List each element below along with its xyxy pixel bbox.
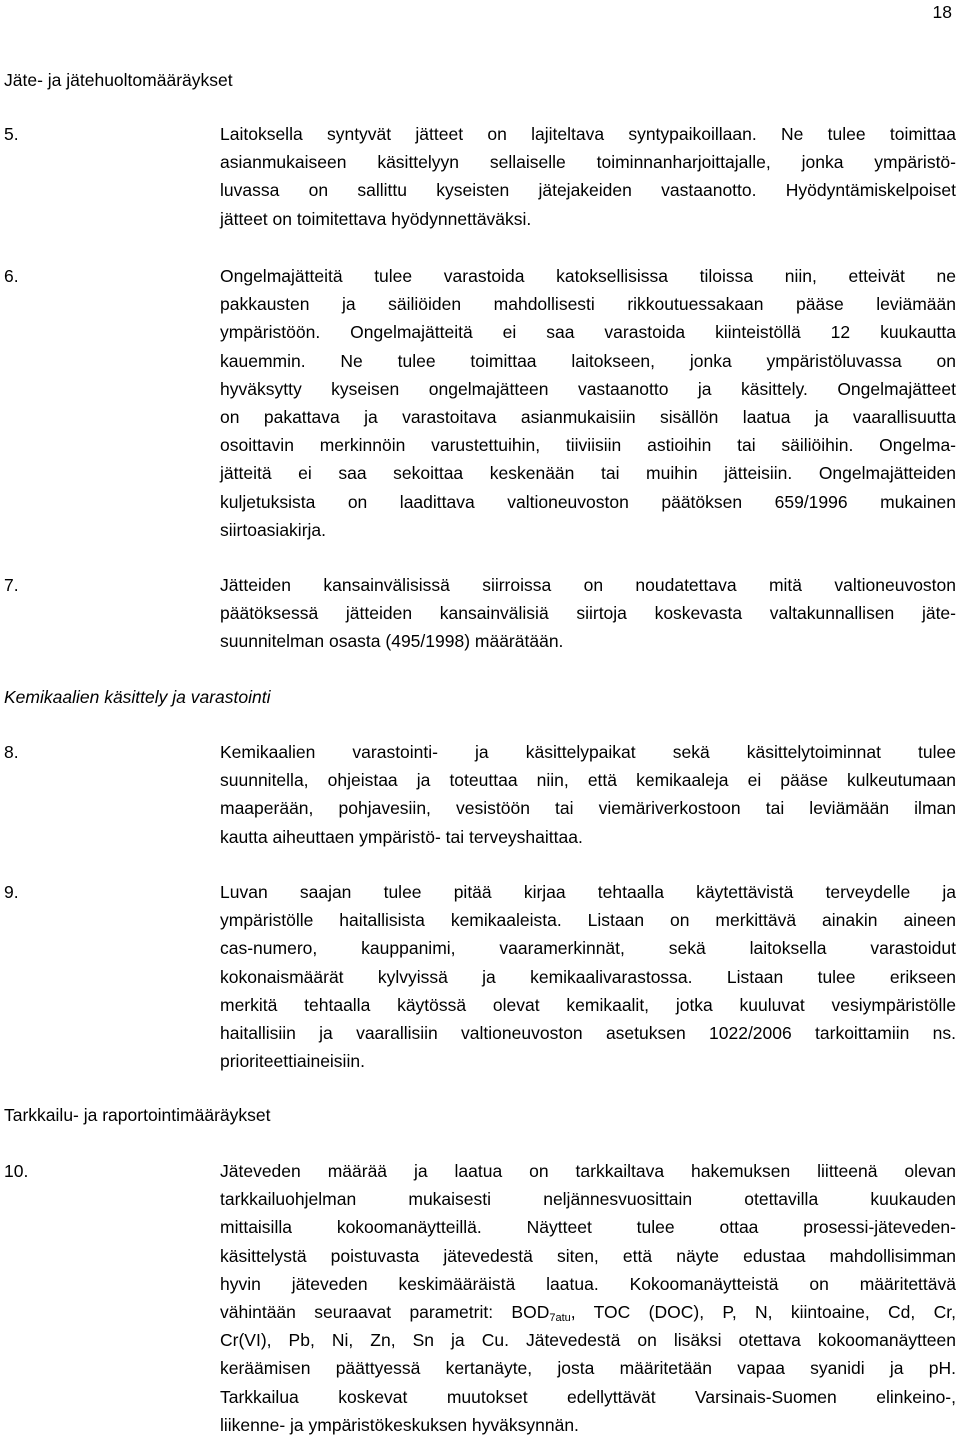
text-line: kuljetuksista on laadittava valtioneuvoston päätöksen 659/1996 mukainen	[220, 491, 956, 512]
item-text	[220, 1157, 956, 1439]
heading-waste-regulations: Jäte- ja jätehuoltomääräykset	[4, 70, 233, 90]
bod-subscript: 7atu	[549, 1312, 571, 1325]
text-line: ympäristöön. Ongelmajätteitä ei saa varastoida kiinteistöllä 12 kuukautta	[220, 322, 956, 343]
text-line: jätteitä ei saa sekoittaa keskenään tai muihin jätteisiin. Ongelmajätteiden	[220, 463, 956, 484]
item-number: 8.	[4, 742, 19, 762]
text-line: mittaisilla kokoomanäytteillä. Näytteet tulee ottaa prosessi-jäteveden-	[220, 1217, 956, 1238]
text-line: käsittelystä poistuvasta jätevedestä siten, että näyte edustaa mahdollisimman	[220, 1245, 956, 1266]
heading-chemicals: Kemikaalien käsittely ja varastointi	[4, 687, 271, 707]
text-line: Jäteveden määrää ja laatua on tarkkailtava hakemuksen liitteenä olevan	[220, 1161, 956, 1181]
text-line: kauemmin. Ne tulee toimittaa laitokseen, jonka ympäristöluvassa on	[220, 350, 956, 371]
text-line: Tarkkailua koskevat muutokset edellyttävät Varsinais-Suomen elinkeino-,	[220, 1386, 956, 1407]
text-line: Cr(VI), Pb, Ni, Zn, Sn ja Cu. Jätevedestä on lisäksi otettava kokoomanäytteen	[220, 1330, 956, 1351]
item-text	[220, 878, 956, 1075]
item-text	[220, 262, 956, 544]
item-number: 7.	[4, 575, 19, 595]
text-line: tarkkailuohjelman mukaisesti neljännesvuosittain otettavilla kuukauden	[220, 1189, 956, 1210]
item-text	[220, 571, 956, 656]
text-line: Kemikaalien varastointi- ja käsittelypaikat sekä käsittelytoiminnat tulee	[220, 742, 956, 762]
text-line: Luvan saajan tulee pitää kirjaa tehtaalla käytettävistä terveydelle ja	[220, 882, 956, 902]
item-text	[220, 120, 956, 233]
item-number: 5.	[4, 124, 19, 144]
text-line: liikenne- ja ympäristökeskuksen hyväksynnän.	[220, 1414, 579, 1435]
text-line: maaperään, pohjavesiin, vesistöön tai viemäriverkostoon tai leviämään ilman	[220, 798, 956, 819]
item-7	[4, 571, 956, 656]
text-line: merkitä tehtaalla käytössä olevat kemikaalit, jotka kuuluvat vesiympäristölle	[220, 994, 956, 1015]
text-line: suunnitella, ohjeistaa ja toteuttaa niin, että kemikaaleja ei pääse kulkeutumaan	[220, 770, 956, 791]
item-6	[4, 262, 956, 544]
text-line: asianmukaiseen käsittelyyn sellaiselle toiminnanharjoittajalle, jonka ympäristö-	[220, 152, 956, 173]
item-5	[4, 120, 956, 233]
text-line-parameters	[220, 1298, 956, 1326]
item-text	[220, 738, 956, 851]
text-line: jätteet on toimitettava hyödynnettäväksi.	[220, 208, 532, 229]
text-line: cas-numero, kauppanimi, vaaramerkinnät, sekä laitoksella varastoidut	[220, 938, 956, 959]
text-line: kokonaismäärät kylvyissä ja kemikaalivarastossa. Listaan tulee erikseen	[220, 966, 956, 987]
item-number: 10.	[4, 1161, 29, 1181]
text-line: osoittavin merkinnöin varustettuihin, tiiviisiin astioihin tai säiliöihin. Ongelma-	[220, 435, 956, 456]
text-line: haitallisiin ja vaarallisiin valtioneuvoston asetuksen 1022/2006 tarkoittamiin ns.	[220, 1023, 956, 1044]
text-line: on pakattava ja varastoitava asianmukaisiin sisällön laatua ja vaarallisuutta	[220, 407, 956, 428]
item-8	[4, 738, 956, 851]
text-line: keräämisen päättyessä kertanäyte, josta määritetään vapaa syanidi ja pH.	[220, 1358, 956, 1379]
text-line: Laitoksella syntyvät jätteet on lajiteltava syntypaikoillaan. Ne tulee toimittaa	[220, 124, 956, 144]
text-line: luvassa on sallittu kyseisten jätejakeiden vastaanotto. Hyödyntämiskelpoiset	[220, 180, 956, 201]
text-line: prioriteettiaineisiin.	[220, 1051, 365, 1072]
item-10	[4, 1157, 956, 1439]
text-line: Ongelmajätteitä tulee varastoida katoksellisissa tiloissa niin, etteivät ne	[220, 266, 956, 286]
param-suffix: , TOC (DOC), P, N, kiintoaine, Cd, Cr,	[570, 1302, 956, 1323]
item-number: 9.	[4, 882, 19, 902]
text-line: päätöksessä jätteiden kansainvälisiä siirtoja koskevasta valtakunnallisen jäte-	[220, 603, 956, 624]
heading-monitoring: Tarkkailu- ja raportointimääräykset	[4, 1105, 271, 1125]
item-9	[4, 878, 956, 1075]
text-line: pakkausten ja säiliöiden mahdollisesti rikkoutuessakaan pääse leviämään	[220, 294, 956, 315]
text-line: siirtoasiakirja.	[220, 519, 326, 540]
text-line: hyvin jäteveden keskimääräistä laatua. Kokoomanäytteistä on määritettävä	[220, 1273, 956, 1294]
text-line: ympäristölle haitallisista kemikaaleista. Listaan on merkittävä ainakin aineen	[220, 910, 956, 931]
text-line: suunnitelman osasta (495/1998) määrätään.	[220, 631, 564, 652]
item-number: 6.	[4, 266, 19, 286]
text-line: kautta aiheuttaen ympäristö- tai terveyshaittaa.	[220, 826, 583, 847]
param-prefix: vähintään seuraavat parametrit: BOD	[220, 1302, 550, 1323]
text-line: hyväksytty kyseisen ongelmajätteen vastaanotto ja käsittely. Ongelmajätteet	[220, 378, 956, 399]
text-line: Jätteiden kansainvälisissä siirroissa on noudatettava mitä valtioneuvoston	[220, 575, 956, 595]
page-number: 18	[932, 2, 952, 22]
